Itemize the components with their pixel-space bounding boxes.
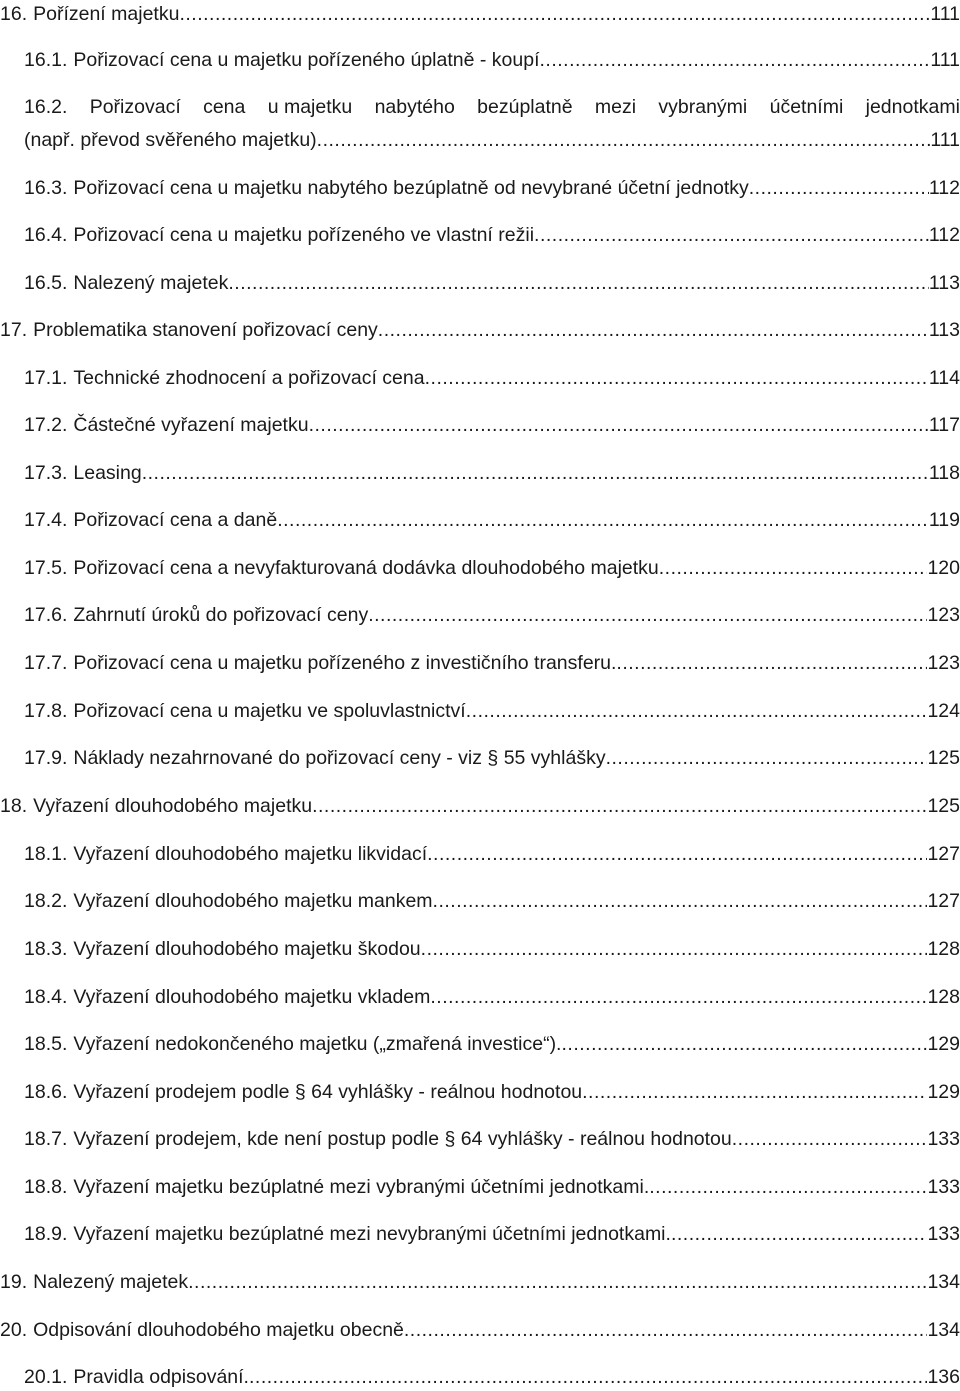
toc-entry[interactable] [0,601,960,629]
toc-entry-page: 129 [927,1033,960,1055]
toc-entry-page: 117 [928,414,960,436]
toc-entry-title: Pořizovací cena u majetku pořízeného ve vlastní režii [73,224,535,246]
toc-entry-page: 111 [930,49,960,71]
toc-entry-number: 18.3. [24,938,68,960]
toc-dot-leader [534,221,929,249]
toc-entry-page: 127 [927,890,960,912]
toc-dot-leader [188,1268,927,1296]
toc-entry-number: 16.4. [24,224,68,246]
toc-dot-leader [561,1030,927,1058]
toc-entry-page: 133 [927,1223,960,1245]
toc-entry-title: Vyřazení dlouhodobého majetku likvidací [73,843,428,865]
toc-entry[interactable] [0,935,960,963]
toc-entry-page: 125 [927,795,960,817]
toc-entry-title: Vyřazení nedokončeného majetku („zmařená investice“). [73,1033,562,1055]
toc-dot-leader [312,792,927,820]
toc-entry-number: 17.5. [24,557,68,579]
toc-entry-title: Nalezený majetek [33,1271,189,1293]
toc-entry-page: 114 [928,367,960,389]
toc-entry-number: 17.4. [24,509,68,531]
toc-dot-leader [404,1316,928,1344]
toc-entry-number: 18.2. [24,890,68,912]
toc-entry-number: 16.2. [24,96,68,118]
toc-entry-page: 120 [927,557,960,579]
toc-entry[interactable] [0,697,960,725]
toc-entry-number: 17. [0,319,28,341]
toc-entry[interactable] [0,0,960,28]
toc-entry-word: vybranými [658,96,748,118]
toc-entry-page: 133 [927,1176,960,1198]
toc-entry-number: 18.4. [24,986,68,1008]
toc-entry-number: 18.6. [24,1081,68,1103]
toc-entry-number: 16.3. [24,177,68,199]
toc-entry-title: Odpisování dlouhodobého majetku obecně [33,1319,404,1341]
toc-dot-leader [671,1220,928,1248]
toc-entry-page: 134 [927,1319,960,1341]
toc-dot-leader [179,0,930,28]
toc-entry-page: 128 [927,938,960,960]
toc-dot-leader [277,506,929,534]
toc-entry[interactable] [0,1173,960,1201]
toc-entry-word: účetními [769,96,844,118]
toc-entry-title: Vyřazení dlouhodobého majetku vkladem [73,986,431,1008]
toc-entry-page: 119 [928,509,960,531]
toc-entry-word: mezi [594,96,637,118]
toc-dot-leader [378,316,929,344]
toc-dot-leader [616,649,927,677]
toc-entry[interactable] [0,1220,960,1248]
toc-entry[interactable] [0,411,960,439]
toc-entry-page: 112 [928,224,960,246]
toc-dot-leader [142,459,929,487]
toc-entry-page: 129 [927,1081,960,1103]
toc-entry-number: 19. [0,1271,28,1293]
toc-entry[interactable] [24,93,960,121]
toc-entry-title: Leasing [73,462,142,484]
toc-entry[interactable] [0,174,960,202]
toc-entry-page: 136 [927,1366,960,1388]
toc-entry[interactable] [0,459,960,487]
toc-entry-title: Pořizovací cena u majetku ve spoluvlastnictví [73,700,466,722]
toc-entry-number: 16.5. [24,272,68,294]
toc-entry-number: 18. [0,795,28,817]
toc-dot-leader [368,601,927,629]
toc-dot-leader [466,697,928,725]
toc-entry-title: Vyřazení dlouhodobého majetku škodou [73,938,421,960]
toc-entry-number: 18.9. [24,1223,68,1245]
toc-entry[interactable] [0,983,960,1011]
toc-entry-page: 113 [928,272,960,294]
toc-entry-number: 18.5. [24,1033,68,1055]
toc-dot-leader [540,46,931,74]
toc-entry[interactable] [0,506,960,534]
toc-entry-word: nabytého [374,96,455,118]
toc-entry[interactable] [0,1125,960,1153]
toc-entry-page: 111 [930,3,960,25]
toc-entry-title: Pořizovací cena a daně [73,509,278,531]
toc-entry-number: 17.3. [24,462,68,484]
toc-entry-page: 127 [927,843,960,865]
toc-entry-title: Vyřazení majetku bezúplatné mezi nevybranými účetními jednotkami. [73,1223,671,1245]
toc-entry-number: 20.1. [24,1366,68,1388]
toc-entry-word: cena [203,96,246,118]
toc-entry-title: Vyřazení prodejem, kde není postup podle § 64 vyhlášky - reálnou hodnotou [73,1128,732,1150]
toc-entry[interactable] [0,1363,960,1391]
toc-entry-title: Pořizovací cena u majetku pořízeného z investičního transferu. [73,652,617,674]
toc-dot-leader [309,411,929,439]
toc-entry[interactable] [0,744,960,772]
toc-entry[interactable] [0,840,960,868]
toc-dot-leader [249,1363,927,1391]
toc-dot-leader [732,1125,928,1153]
toc-entry-number: 17.6. [24,604,68,626]
toc-entry-number: 17.1. [24,367,68,389]
toc-entry-title: Vyřazení majetku bezúplatné mezi vybranými účetními jednotkami. [73,1176,650,1198]
toc-entry[interactable] [0,269,960,297]
toc-entry-title-line2: (např. převod svěřeného majetku) [24,129,317,151]
toc-entry-title: Pořizovací cena u majetku pořízeného úplatně - koupí [73,49,540,71]
toc-entry-page: 111 [930,129,960,151]
toc-entry-word: bezúplatně [477,96,573,118]
toc-dot-leader [659,554,928,582]
toc-dot-leader [433,887,928,915]
toc-entry-page: 128 [927,986,960,1008]
toc-entry[interactable] [0,1078,960,1106]
toc-entry-title-line1 [24,93,960,121]
toc-entry-word: Pořizovací [89,96,181,118]
toc-entry-page: 123 [927,604,960,626]
toc-dot-leader [425,364,929,392]
toc-dot-leader [317,126,931,154]
toc-entry-title: Vyřazení dlouhodobého majetku mankem [73,890,433,912]
toc-dot-leader [430,983,927,1011]
toc-entry-page: 124 [927,700,960,722]
toc-entry[interactable] [0,554,960,582]
toc-entry-title: Částečné vyřazení majetku [73,414,309,436]
toc-dot-leader [582,1078,927,1106]
toc-entry-number: 17.9. [24,747,68,769]
toc-entry-word: u majetku [267,96,353,118]
toc-entry[interactable] [0,887,960,915]
toc-dot-leader [228,269,929,297]
toc-dot-leader [749,174,929,202]
toc-dot-leader [606,744,928,772]
toc-entry[interactable] [0,46,960,74]
toc-entry-page: 118 [928,462,960,484]
toc-entry-page: 133 [927,1128,960,1150]
toc-dot-leader [427,840,927,868]
toc-entry[interactable] [0,221,960,249]
toc-entry-title: Problematika stanovení pořizovací ceny [33,319,378,341]
toc-entry[interactable] [0,1268,960,1296]
toc-entry-page: 113 [928,319,960,341]
toc-entry-page: 134 [927,1271,960,1293]
toc-entry-page: 125 [927,747,960,769]
toc-entry[interactable] [0,649,960,677]
toc-entry-title: Pořizovací cena a nevyfakturovaná dodávka dlouhodobého majetku [73,557,659,579]
toc-entry-continuation[interactable] [0,126,960,154]
toc-entry-word: jednotkami [865,96,960,118]
toc-entry[interactable] [0,792,960,820]
toc-dot-leader [421,935,928,963]
toc-entry-title: Vyřazení prodejem podle § 64 vyhlášky - reálnou hodnotou [73,1081,583,1103]
toc-entry[interactable] [0,364,960,392]
toc-entry[interactable] [0,1030,960,1058]
toc-entry-title: Vyřazení dlouhodobého majetku [33,795,313,817]
toc-entry-title: Náklady nezahrnované do pořizovací ceny - viz § 55 vyhlášky [73,747,606,769]
toc-dot-leader [649,1173,927,1201]
toc-entry-number: 18.8. [24,1176,68,1198]
toc-entry-number: 18.1. [24,843,68,865]
toc-entry-page: 112 [928,177,960,199]
toc-entry-number: 18.7. [24,1128,68,1150]
toc-entry-title: Nalezený majetek [73,272,229,294]
toc-entry-number: 17.7. [24,652,68,674]
toc-entry[interactable] [0,1316,960,1344]
toc-entry-number: 16. [0,3,28,25]
toc-entry-number: 17.2. [24,414,68,436]
toc-entry-title: Pořizovací cena u majetku nabytého bezúplatně od nevybrané účetní jednotky [73,177,749,199]
toc-entry-page: 123 [927,652,960,674]
toc-entry-title: Zahrnutí úroků do pořizovací ceny [73,604,369,626]
toc-entry[interactable] [0,316,960,344]
toc-entry-number: 16.1. [24,49,68,71]
toc-entry-number: 20. [0,1319,28,1341]
toc-entry-number: 17.8. [24,700,68,722]
toc-entry-title: Technické zhodnocení a pořizovací cena [73,367,425,389]
toc-entry-title: Pravidla odpisování. [73,1366,249,1388]
toc-entry-title: Pořízení majetku [33,3,180,25]
